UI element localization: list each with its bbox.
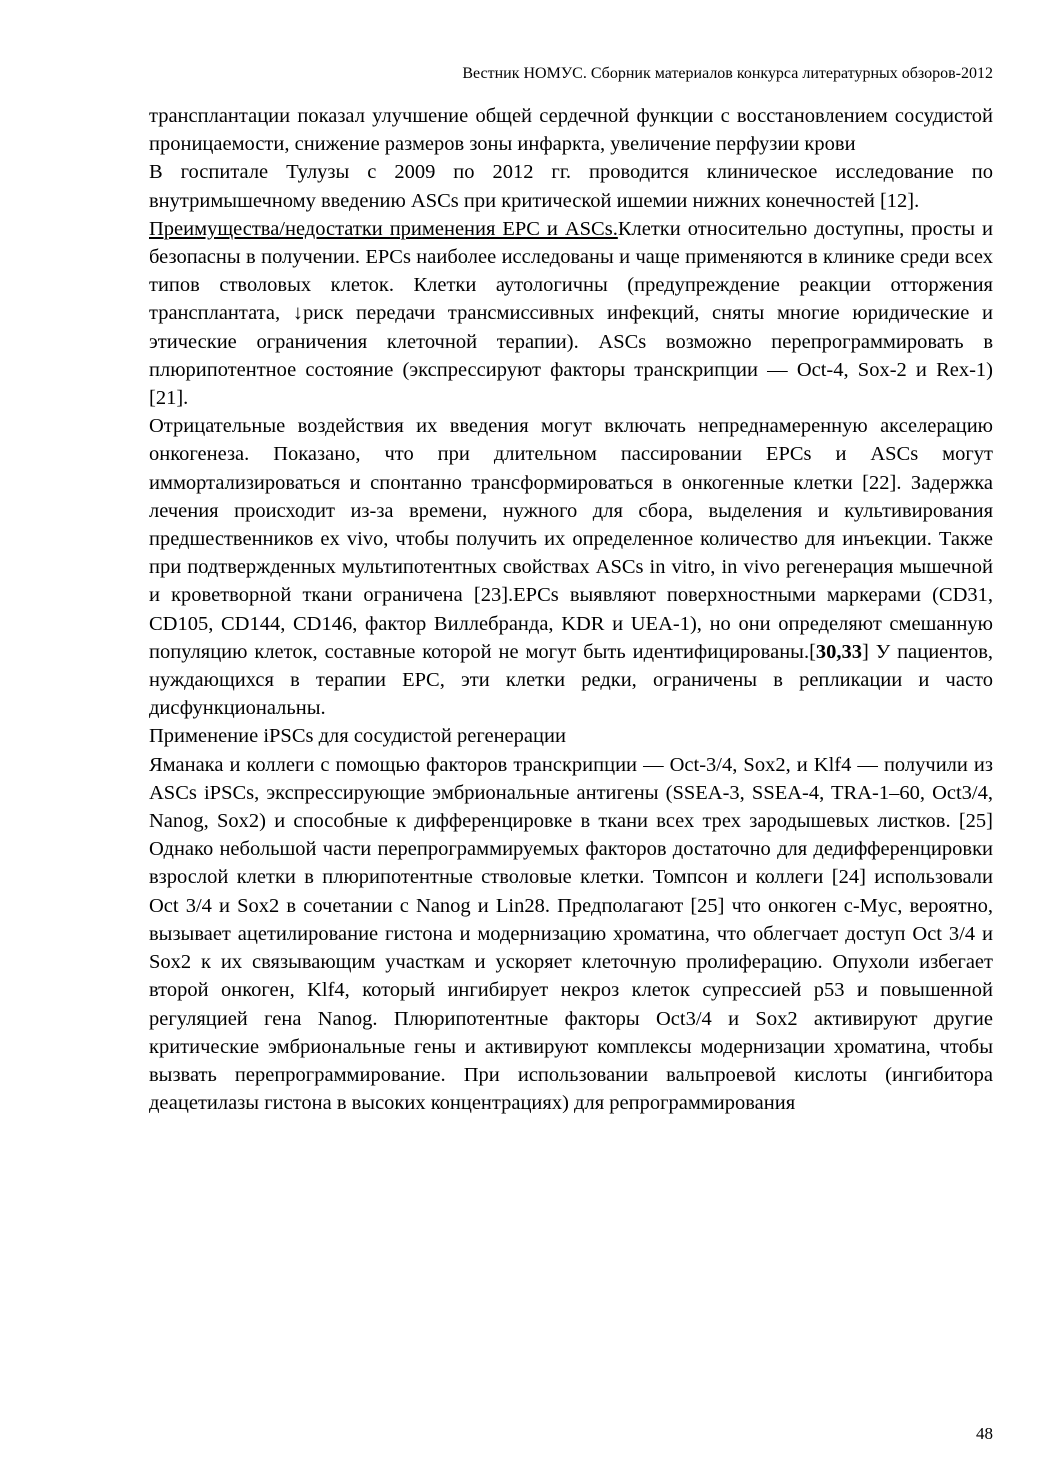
paragraph-yamanaka: Яманака и коллеги с помощью факторов транскрипции — Oct-3/4, Sox2, и Klf4 — получили из ASCs iPSCs, экспрессирующие эмбриональные антигены (SSEA-3, SSEA-4, TRA-1–60, Oct3/4, Nanog, Sox2) и способные к дифференцировке в ткани всех трех зародышевых листков. [25] Однако небольшой части перепрограммируемых факторов достаточно для дедифференцировки взрослой клетки в плюрипотентные стволовые клетки. Томпсон и коллеги [24] использовали Oct 3/4 и Sox2 в сочетании с Nanog и Lin28. Предполагают [25] что онкоген c-Myc, вероятно, вызывает ацетилирование гистона и модернизацию хроматина, что облегчает доступ Oct 3/4 и Sox2 к их связывающим участкам и ускоряет клеточную пролиферацию. Опухоли избегает второй онкоген, Klf4, который ингибирует некроз клеток супрессией p53 и повышенной регуляцией гена Nanog. Плюрипотентные факторы Oct3/4 и Sox2 активируют другие критические эмбриональные гены и активируют комплексы модернизации хроматина, чтобы вызвать перепрограммирование. При использовании вальпроевой кислоты (ингибитора деацетилазы гистона в высоких концентрациях) для репрограммирования [149, 753, 993, 1115]
negative-effects-text: Отрицательные воздействия их введения могут включать непреднамеренную акселерацию онкогенеза. Показано, что при длительном пассировании EPCs и ASCs могут иммортализироваться и спонтанно трансформироваться в онкогенные клетки [22]. Задержка лечения происходит из-за времени, нужного для сбора, выделения и культивирования предшественников ex vivo, чтобы получить их определенное количество для инъекции. Также при подтвержденных мультипотентных свойствах ASCs in vitro, in vivo регенерация мышечной и кроветворной ткани ограничена [23].EPCs выявляют поверхностными маркерами (CD31, CD105, CD144, CD146, фактор Виллебранда, KDR и UEA-1), но они определяют смешанную популяцию клеток, составные которой не могут быть идентифицированы.[ [149, 415, 993, 663]
page-number: 48 [976, 1424, 993, 1443]
negative-effects-text-end: ] У пациентов, нуждающихся в терапии EPC, эти клетки редки, ограничены в репликации и часто дисфункциональны. [149, 640, 993, 720]
paragraph-advantages [149, 215, 993, 412]
running-header: Вестник НОМУС. Сборник материалов конкурса литературных обзоров-2012 [462, 65, 993, 82]
citation-bold: 30,33 [815, 640, 863, 663]
section-heading-ipscs: Применение iPSCs для сосудистой регенерации [149, 725, 566, 748]
paragraph-negative-effects [149, 412, 993, 722]
paragraph-toulouse-trial: В госпитале Тулузы с 2009 по 2012 гг. проводится клиническое исследование по внутримышечному введению ASCs при критической ишемии нижних конечностей [12]. [149, 161, 993, 212]
main-text [149, 102, 993, 1117]
section-heading-advantages: Преимущества/недостатки применения EPC и ASCs. [149, 217, 618, 240]
advantages-text: Клетки относительно доступны, просты и безопасны в получении. EPCs наиболее исследованы и чаще применяются в клинике среди всех типов стволовых клеток. Клетки аутологичны (предупреждение реакции отторжения трансплантата, ↓риск передачи трансмиссивных инфекций, сняты многие юридические и этические ограничения клеточной терапии). ASCs возможно перепрограммировать в плюрипотентное состояние (экспрессируют факторы транскрипции — Oct-4, Sox-2 и Rex-1)[21]. [149, 217, 994, 410]
paragraph-transplant-result: трансплантации показал улучшение общей сердечной функции с восстановлением сосудистой проницаемости, снижение размеров зоны инфаркта, увеличение перфузии крови [149, 105, 993, 156]
